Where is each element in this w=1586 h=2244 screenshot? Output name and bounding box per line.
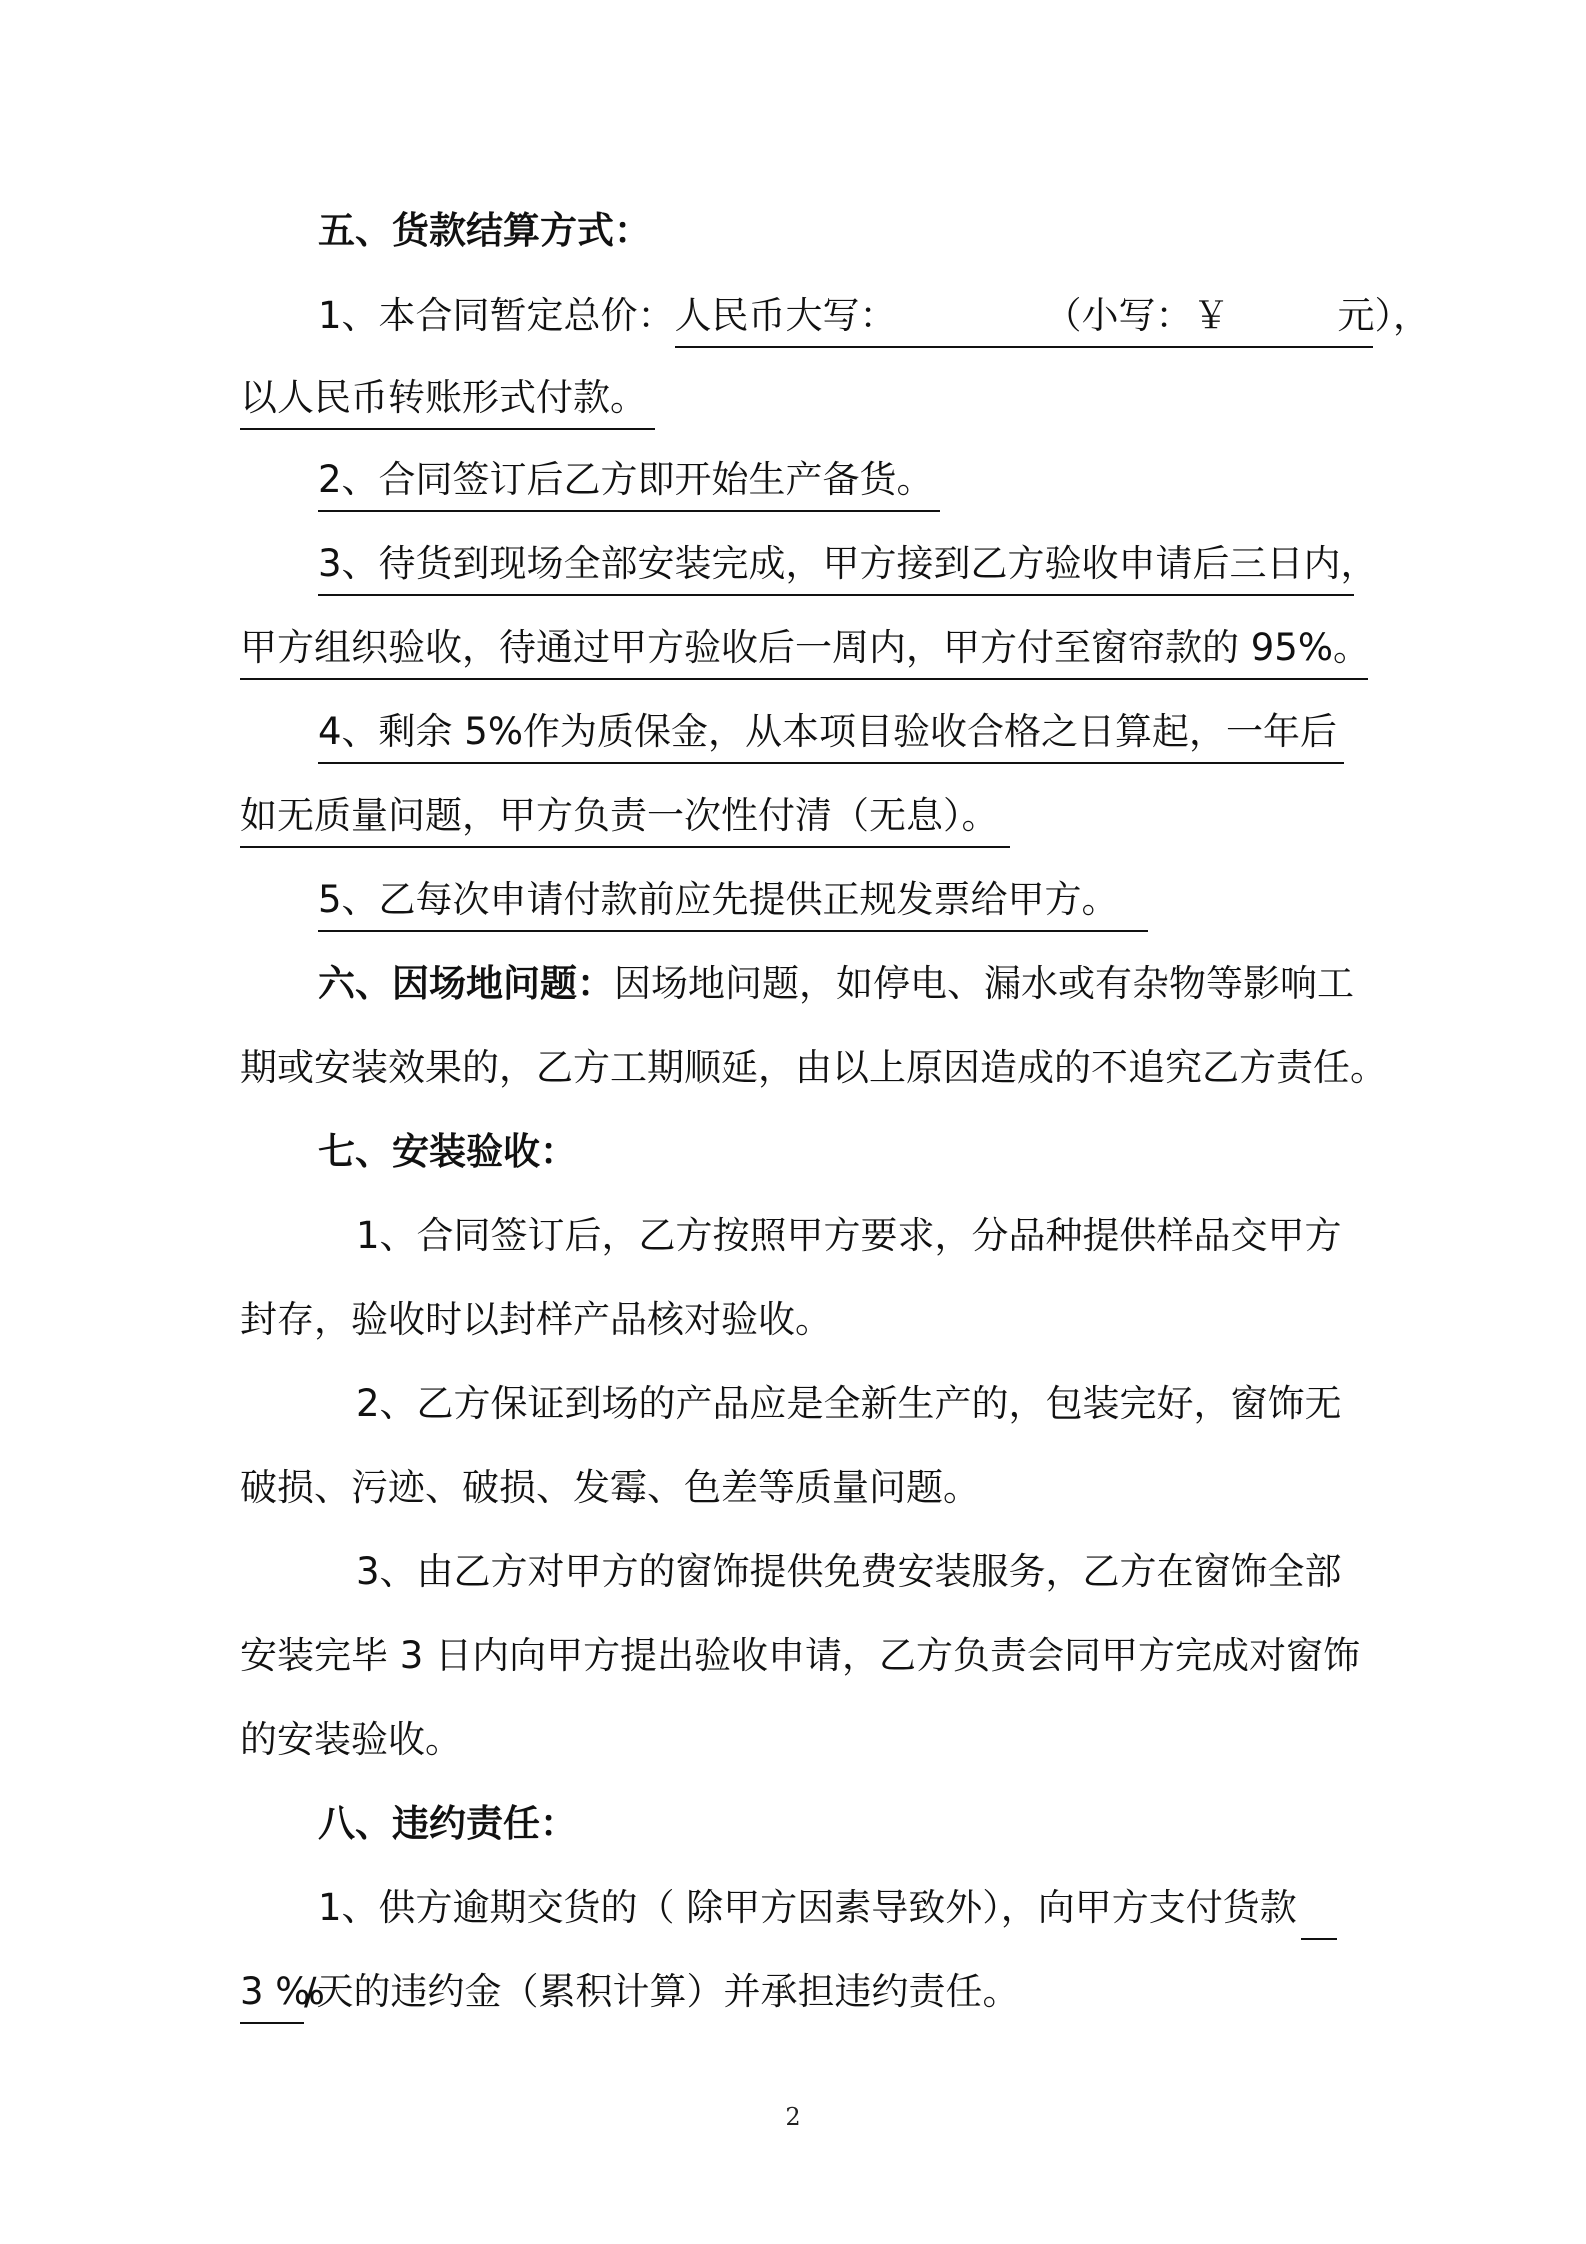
amount-lower-unit: 元）， — [1337, 294, 1431, 337]
item-3-line-1-text: 3、待货到现场全部安装完成，甲方接到乙方验收申请后三日内， — [318, 540, 1354, 596]
section-6-heading: 六、因场地问题： — [318, 962, 614, 1005]
item-5-text: 5、乙每次申请付款前应先提供正规发票给甲方。 — [318, 876, 1148, 932]
amount-lower-label: （小写：￥ — [1044, 294, 1230, 337]
section-7-item-2-line-2: 破损、污迹、破损、发霉、色差等质量问题。 — [240, 1466, 980, 1509]
section-7-item-3-line-1: 3、由乙方对甲方的窗饰提供免费安装服务，乙方在窗饰全部 — [356, 1550, 1342, 1593]
section-7-item-1-line-2: 封存，验收时以封样产品核对验收。 — [240, 1298, 832, 1341]
section-5-item-5 — [318, 876, 1148, 924]
section-5-item-3-line-1 — [318, 540, 1378, 588]
section-5-item-1-line-1 — [318, 292, 1431, 340]
item-1-prefix: 1、本合同暂定总价： — [318, 294, 675, 337]
section-7-heading: 七、安装验收： — [318, 1130, 577, 1173]
section-7-item-2-line-1: 2、乙方保证到场的产品应是全新生产的，包装完好，窗饰无 — [356, 1382, 1342, 1425]
section-6-line-1 — [318, 960, 1354, 1008]
section-7-item-1-line-1: 1、合同签订后，乙方按照甲方要求，分品种提供样品交甲方 — [356, 1214, 1342, 1257]
penalty-rate: 3 ‰ — [240, 1968, 304, 2024]
section-6-line-2: 期或安装效果的，乙方工期顺延，由以上原因造成的不追究乙方责任。 — [240, 1046, 1387, 1089]
section-7-item-3-line-2: 安装完毕 3 日内向甲方提出验收申请，乙方负责会同甲方完成对窗饰 — [240, 1634, 1361, 1677]
penalty-clause-text: 1、供方逾期交货的（ 除甲方因素导致外），向甲方支付货款 — [318, 1886, 1297, 1929]
section-5-item-2 — [318, 456, 940, 504]
item-4-line-1-text: 4、剩余 5%作为质保金，从本项目验收合格之日算起，一年后 — [318, 708, 1344, 764]
contract-price-field — [674, 292, 1431, 348]
item-4-line-2-text: 如无质量问题，甲方负责一次性付清（无息）。 — [240, 792, 1010, 848]
amount-upper-label: 人民币大写： — [674, 294, 897, 337]
section-5-item-1-line-2 — [240, 374, 655, 422]
section-8-heading: 八、违约责任： — [318, 1802, 577, 1845]
section-8-item-1-line-2 — [240, 1968, 1019, 2016]
page-number: 2 — [785, 2103, 801, 2131]
section-6-line-1-text: 因场地问题，如停电、漏水或有杂物等影响工 — [614, 962, 1354, 1005]
penalty-blank-start — [1301, 1884, 1337, 1940]
section-7-item-3-line-3: 的安装验收。 — [240, 1718, 462, 1761]
section-5-heading: 五、货款结算方式： — [318, 209, 651, 252]
section-8-item-1-line-1 — [318, 1884, 1337, 1932]
section-5-item-4-line-2 — [240, 792, 1010, 840]
item-3-line-2-text: 甲方组织验收，待通过甲方验收后一周内，甲方付至窗帘款的 95%。 — [240, 624, 1368, 680]
penalty-clause-rest: /天的违约金（累积计算）并承担违约责任。 — [304, 1970, 1020, 2013]
item-2-text: 2、合同签订后乙方即开始生产备货。 — [318, 456, 940, 512]
section-5-item-3-line-2 — [240, 624, 1368, 672]
payment-method-text: 以人民币转账形式付款。 — [240, 374, 655, 430]
section-5-item-4-line-1 — [318, 708, 1344, 756]
